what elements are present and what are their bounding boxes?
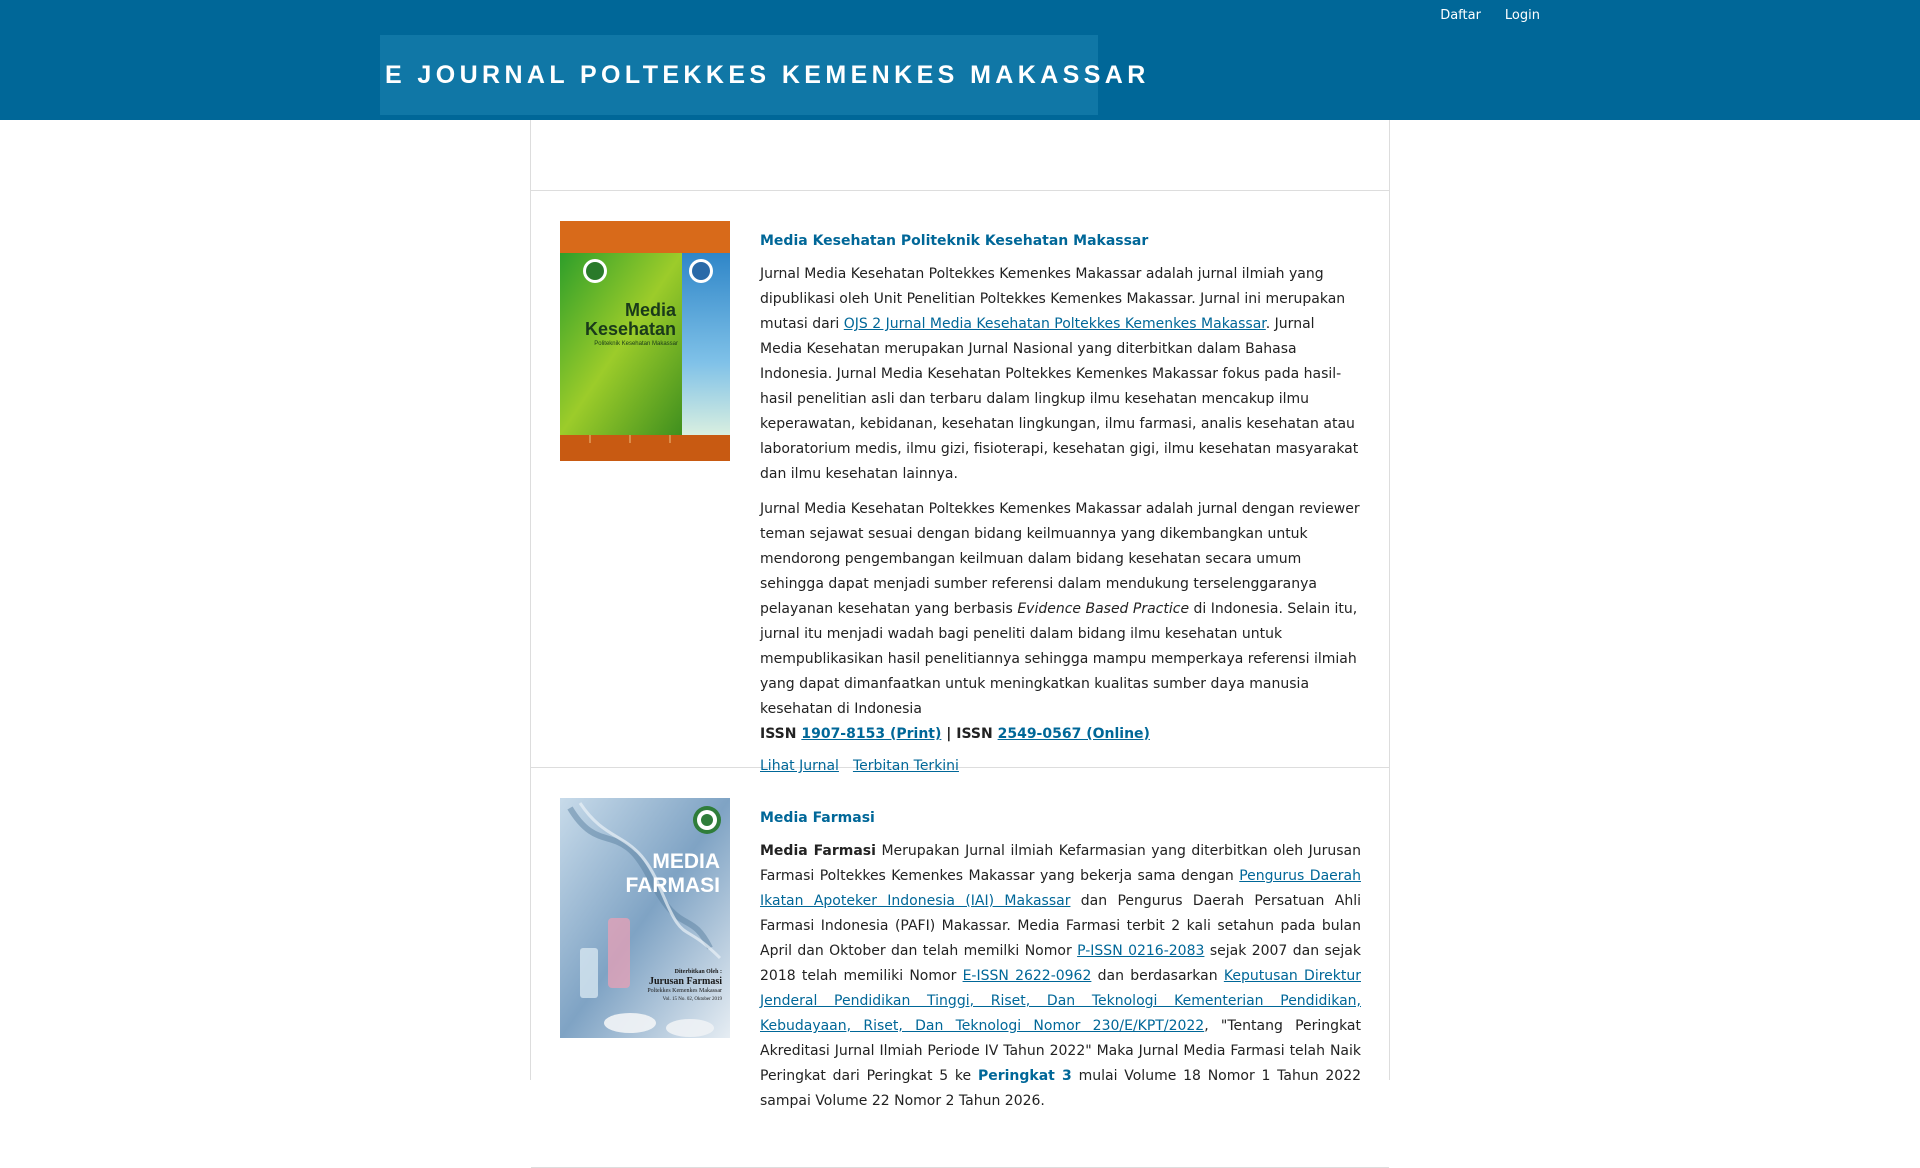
dirjen-decree-link[interactable]: Keputusan Direktur Jenderal Pendidikan Tinggi, Riset, Dan Teknologi Kementerian Pendidikan, Kebudayaan, Riset, Dan Teknologi Nomor 230/E/KPT/2022 <box>760 968 1361 1034</box>
journal-list <box>530 120 1390 1109</box>
journal-item-media-farmasi <box>531 768 1389 1168</box>
user-nav <box>1440 7 1540 24</box>
ojs2-link[interactable]: OJS 2 Jurnal Media Kesehatan Poltekkes Kemenkes Makassar <box>843 316 1266 332</box>
about-text-1b: . Jurnal Media Kesehatan merupakan Jurnal Nasional yang diterbitkan dalam Bahasa Indonesia. Jurnal Media Kesehatan Poltekkes Kemenkes Makassar fokus pada hasil-hasil penelitian asli dan terbaru dalam lingkup ilmu kesehatan mencakup ilmu keperawatan, kebidanan, kesehatan lingkungan, ilmu farmasi, analis kesehatan atau laboratorium medis, ilmu gizi, fisioterapi, kesehatan gigi, ilmu kesehatan masyarakat dan ilmu kesehatan lainnya. <box>760 316 1359 482</box>
journal-about-paragraph <box>760 839 1361 1114</box>
journal-description <box>760 231 1361 779</box>
about-intro-bold: Media Farmasi <box>760 843 876 859</box>
about-text-2-emphasis: Evidence Based Practice <box>1017 601 1190 617</box>
rank-link[interactable]: Peringkat 3 <box>977 1068 1072 1084</box>
cover-subtitle: Politeknik Kesehatan Makassar <box>594 341 678 347</box>
about-text-4: dan berdasarkan <box>1091 968 1224 984</box>
journal-title-link[interactable]: Media Kesehatan Politeknik Kesehatan Makassar <box>760 233 1149 249</box>
about-text-6: mulai Volume 18 Nomor 1 Tahun 2022 sampai Volume 22 Nomor 2 Tahun 2026. <box>760 1068 1362 1109</box>
view-journal-link[interactable]: Lihat Jurnal <box>760 758 839 774</box>
cover-publisher-dept: Jurusan Farmasi <box>648 976 722 987</box>
issn-separator: | ISSN <box>941 726 998 742</box>
about-text-2a: Jurnal Media Kesehatan Poltekkes Kemenkes Makassar adalah jurnal dengan reviewer teman sejawat sesuai dengan bidang keilmuannya yang dikembangkan untuk mendorong pengembangan keilmuan dalam bidang kesehatan secara umum sehingga dapat menjadi sumber referensi dalam mendukung terselenggaranya pelayanan kesehatan yang berbasis <box>760 501 1360 617</box>
journal-title-link[interactable]: Media Farmasi <box>760 810 875 826</box>
about-text-5: , "Tentang Peringkat Akreditasi Jurnal Ilmiah Periode IV Tahun 2022" Maka Jurnal Media Farmasi telah Naik Peringkat dari Peringkat 5 ke <box>760 1018 1362 1084</box>
about-text-2b: di Indonesia. Selain itu, jurnal itu menjadi wadah bagi peneliti dalam bidang ilmu kesehatan untuk mempublikasikan hasil penelitiannya sehingga mampu memperkaya referensi ilmiah yang dapat dimanfaatkan untuk meningkatkan kualitas sumber daya manusia kesehatan di Indonesia <box>760 601 1358 717</box>
login-link[interactable]: Login <box>1504 8 1540 23</box>
issn-line <box>760 722 1361 747</box>
journal-about-paragraph-2 <box>760 497 1361 722</box>
cover-volume: Vol. 15 No. 02, Oktober 2019 <box>662 997 722 1002</box>
register-link[interactable]: Daftar <box>1440 8 1481 23</box>
cover-publisher-label: Diterbitkan Oleh : <box>674 969 722 975</box>
issn-label-1: ISSN <box>760 726 802 742</box>
journal-title[interactable] <box>760 808 1361 828</box>
journal-description <box>760 808 1361 1124</box>
about-text-2: dan Pengurus Daerah Persatuan Ahli Farmasi Indonesia (PAFI) Makassar. Media Farmasi terbit 2 kali setahun pada bulan April dan Oktober dan telah memilki Nomor <box>760 893 1361 959</box>
about-text-1a: Jurnal Media Kesehatan Poltekkes Kemenkes Makassar adalah jurnal ilmiah yang dipublikasi oleh Unit Penelitian Poltekkes Kemenkes Makassar. Jurnal ini merupakan mutasi dari <box>760 266 1346 332</box>
journal-title[interactable] <box>760 231 1361 251</box>
iai-link[interactable]: Pengurus Daerah Ikatan Apoteker Indonesia (IAI) Makassar <box>760 868 1361 909</box>
e-issn-link[interactable]: E-ISSN 2622-0962 <box>962 968 1092 984</box>
journal-about-paragraph-1 <box>760 262 1361 487</box>
cover-publisher-inst: Poltekkes Kemenkes Makassar <box>647 988 722 994</box>
content-spacer <box>531 120 1389 191</box>
site-header <box>0 0 1920 120</box>
p-issn-link[interactable]: P-ISSN 0216-2083 <box>1077 943 1205 959</box>
cover-title-line2: Kesehatan <box>584 319 676 339</box>
issn-online-link[interactable]: 2549-0567 (Online) <box>997 726 1150 742</box>
journal-cover-media-farmasi[interactable] <box>560 798 730 1038</box>
about-text-1: Merupakan Jurnal ilmiah Kefarmasian yang diterbitkan oleh Jurusan Farmasi Poltekkes Kemenkes Makassar yang bekerja sama dengan <box>760 843 1361 884</box>
journal-cover-media-kesehatan[interactable] <box>560 221 730 461</box>
about-text-3: sejak 2007 dan sejak 2018 telah memiliki Nomor <box>760 943 1361 984</box>
cover-title-line1: MEDIA <box>652 850 720 873</box>
cover-title-line2: FARMASI <box>625 874 720 897</box>
current-issue-link[interactable]: Terbitan Terkini <box>852 758 959 774</box>
issn-print-link[interactable]: 1907-8153 (Print) <box>801 726 942 742</box>
site-title[interactable]: E JOURNAL POLTEKKES KEMENKES MAKASSAR <box>380 35 1098 115</box>
journal-item-media-kesehatan <box>531 191 1389 774</box>
cover-title-line1: Media <box>624 300 676 320</box>
